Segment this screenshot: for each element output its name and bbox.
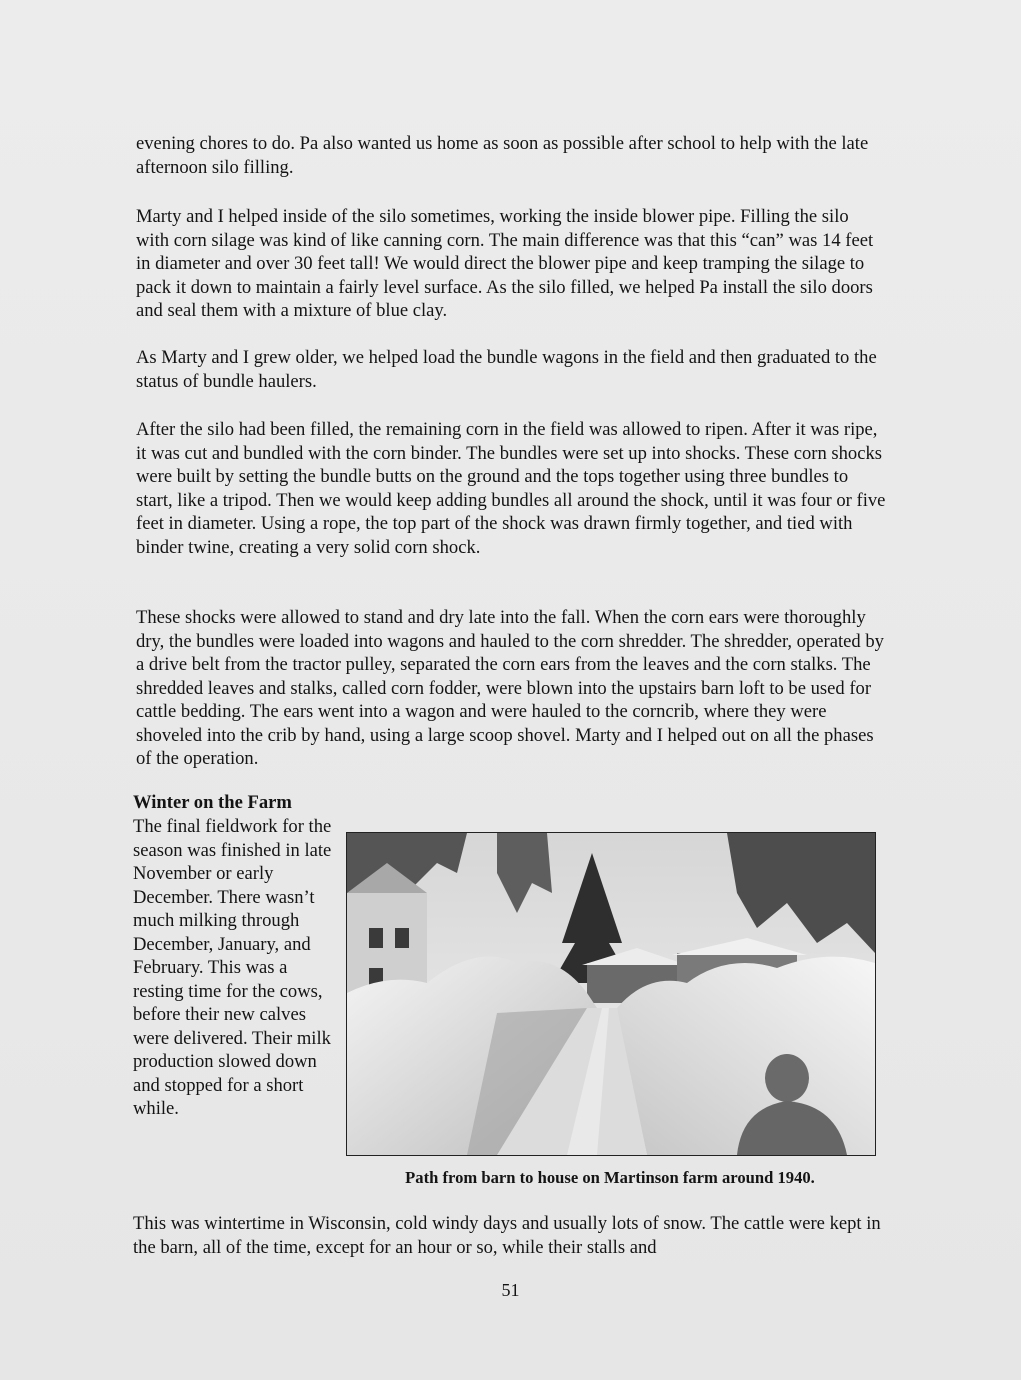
snow-path-illustration (347, 833, 875, 1155)
paragraph-3: As Marty and I grew older, we helped load the bundle wagons in the field and then graduated to the status of bundle haulers. (136, 347, 877, 392)
paragraph-2: Marty and I helped inside of the silo sometimes, working the inside blower pipe. Filling the silo with corn silage was kind of like canning corn. The main difference was that this “can” was 14 feet in diameter and over 30 feet tall! We would direct the blower pipe and keep tramping the silage to pack it down to maintain a fairly level surface. As the silo filled, we helped Pa install the silo doors and seal them with a mixture of blue clay. (136, 206, 874, 321)
closing-paragraph: This was wintertime in Wisconsin, cold windy days and usually lots of snow. The cattle were kept in the barn, all of the time, except for an hour or so, while their stalls and (133, 1213, 881, 1258)
page-number: 51 (501, 1280, 520, 1300)
paragraph-1: evening chores to do. Pa also wanted us home as soon as possible after school to help with the late afternoon silo filling. (136, 133, 869, 178)
side-paragraph: The final fieldwork for the season was finished in late November or early December. There wasn’t much milking through December, January, and February. This was a resting time for the cows, before their new calves were delivered. Their milk production slowed down and stopped for a short while. (133, 816, 332, 1119)
section-heading: Winter on the Farm (133, 792, 292, 813)
snow-path-photo (346, 832, 876, 1156)
photo-caption: Path from barn to house on Martinson farm around 1940. (405, 1168, 815, 1187)
paragraph-5: These shocks were allowed to stand and dry late into the fall. When the corn ears were thoroughly dry, the bundles were loaded into wagons and hauled to the corn shredder. The shredder, operated by a drive belt from the tractor pulley, separated the corn ears from the leaves and the corn stalks. The shredded leaves and stalks, called corn fodder, were blown into the upstairs barn loft to be used for cattle bedding. The ears went into a wagon and were hauled to the corncrib, where they were shoveled into the crib by hand, using a large scoop shovel. Marty and I helped out on all the phases of the operation. (136, 607, 884, 769)
paragraph-4: After the silo had been filled, the remaining corn in the field was allowed to ripen. After it was ripe, it was cut and bundled with the corn binder. The bundles were set up into shocks. These corn shocks were built by setting the bundle butts on the ground and the tops together using three bundles to start, like a tripod. Then we would keep adding bundles all around the shock, until it was four or five feet in diameter. Using a rope, the top part of the shock was drawn firmly together, and tied with binder twine, creating a very solid corn shock. (136, 419, 886, 558)
